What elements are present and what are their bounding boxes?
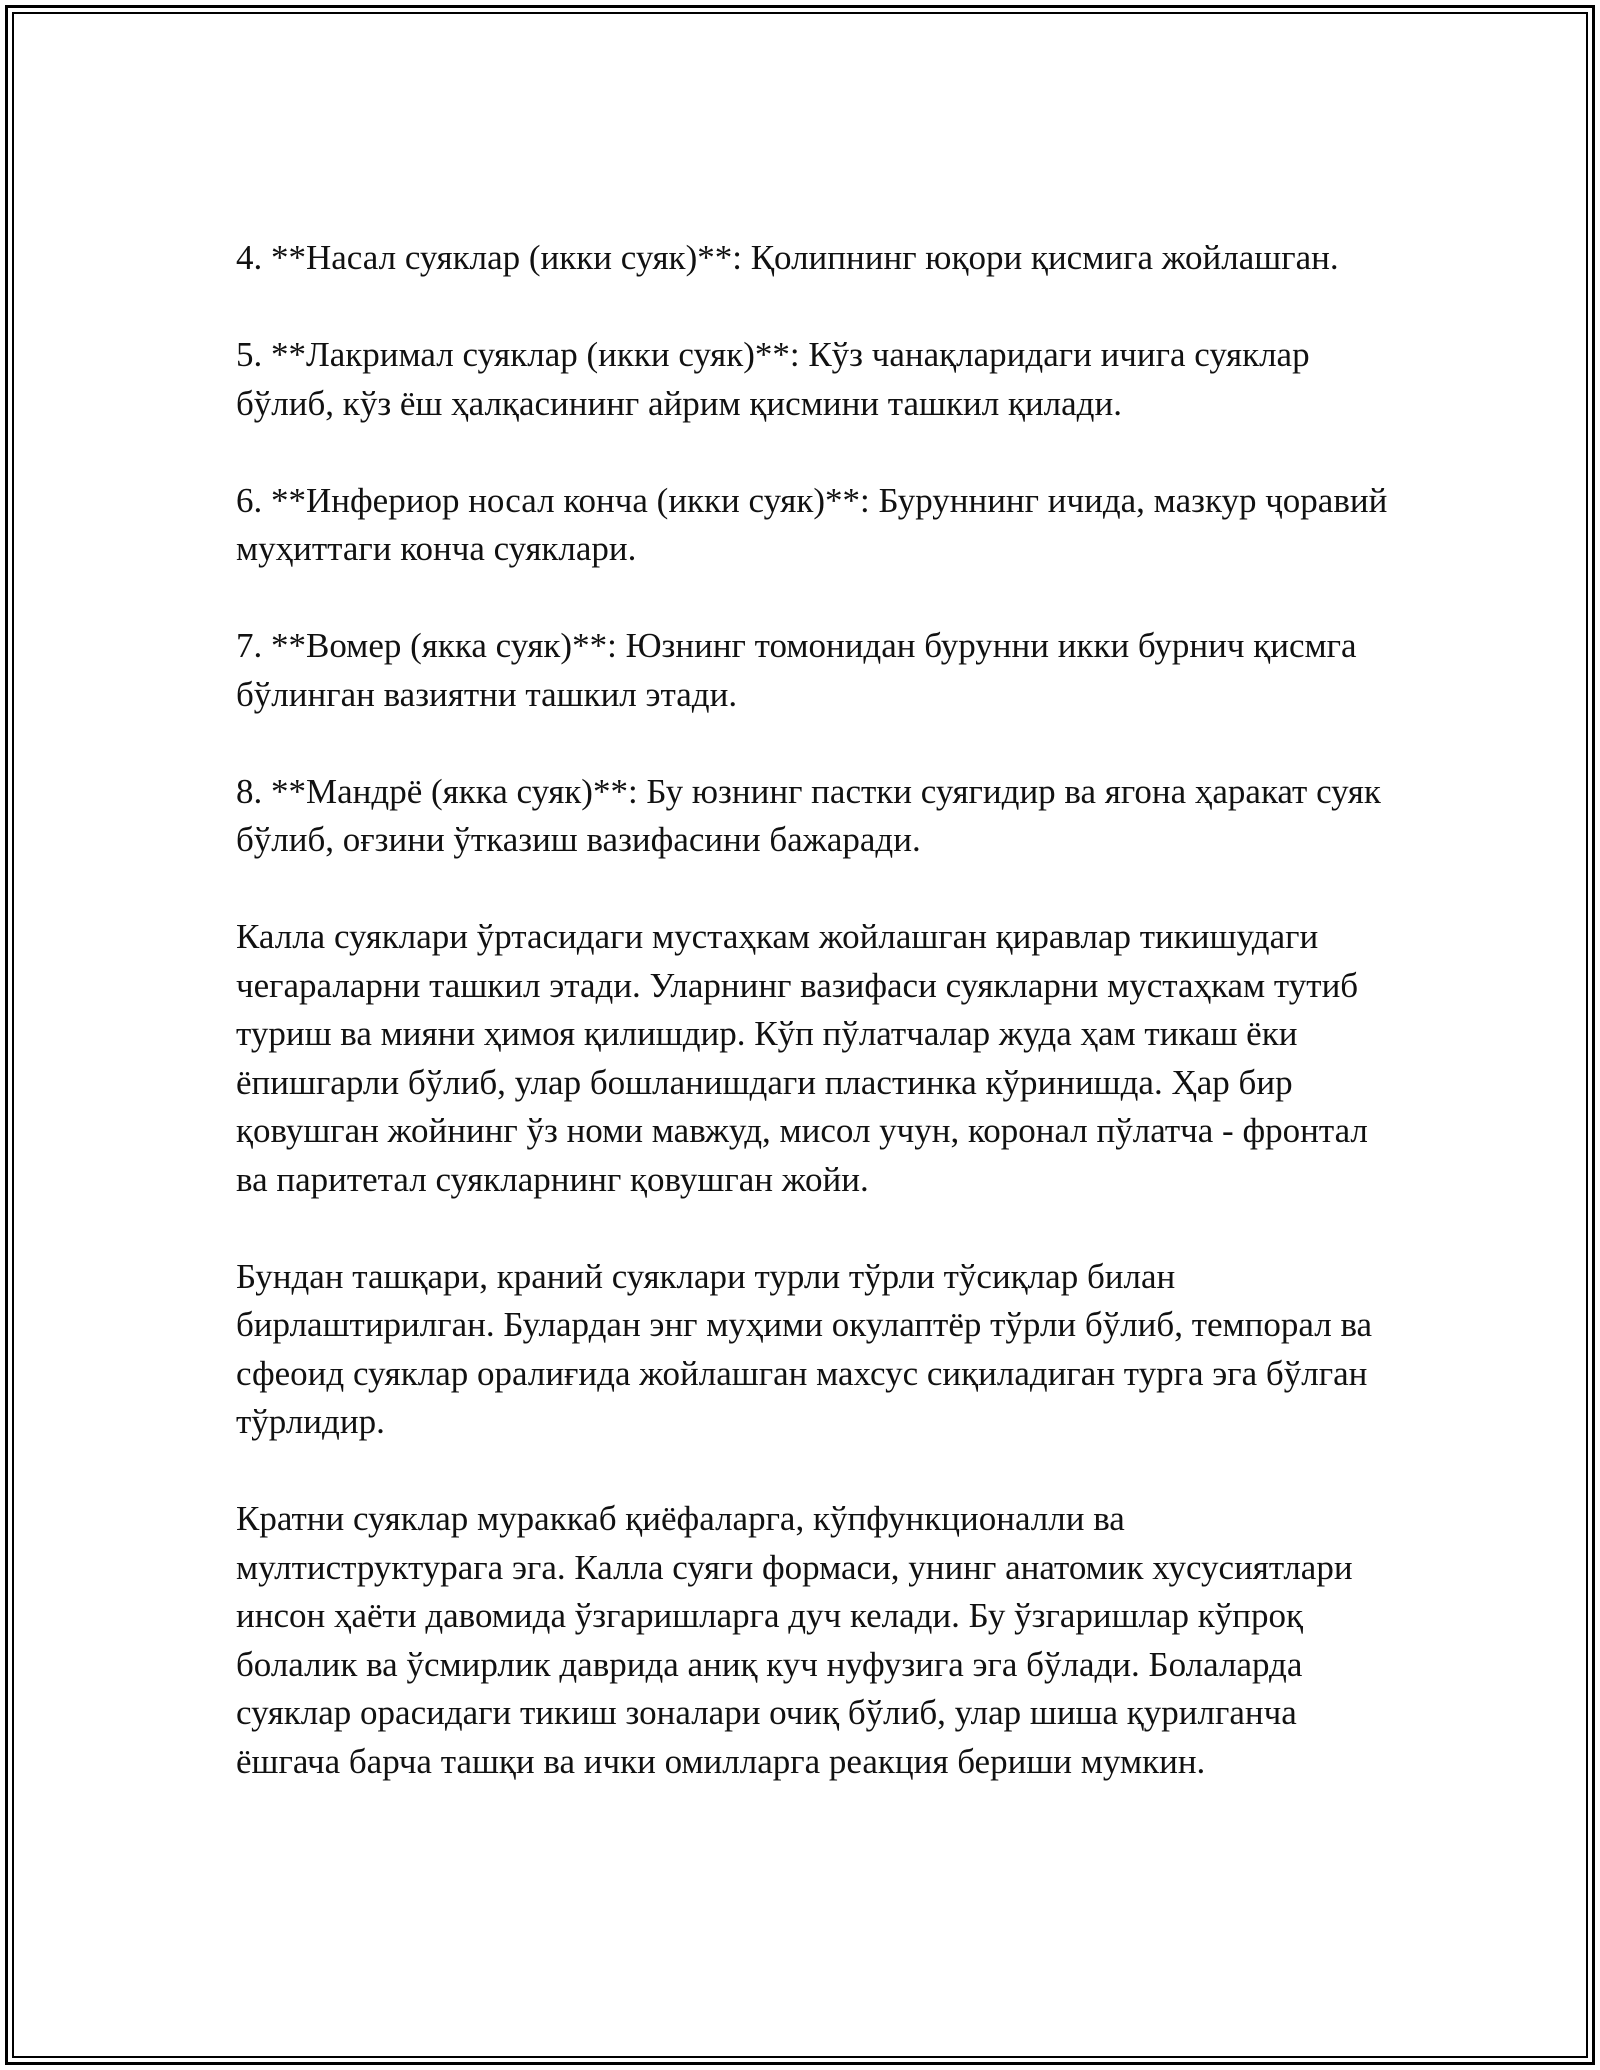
list-item-nasal: 4. **Насал суяклар (икки суяк)**: Қолипнинг юқори қисмига жойлашган. (236, 238, 1339, 277)
list-item-inferior-concha: 6. **Инфериор носал конча (икки суяк)**: Буруннинг ичида, мазкур ҷоравий муҳиттаги конча суяклари. (236, 480, 1388, 568)
document-body (236, 234, 1396, 1786)
list-item-mandible: 8. **Мандрё (якка суяк)**: Бу юзнинг пастки суягидир ва ягона ҳаракат суяк бўлиб, оғзини ўтказиш вазифасини бажаради. (236, 771, 1381, 859)
paragraph-connections: Бундан ташқари, краний суяклари турли тўрли тўсиқлар билан бирлаштирилган. Булардан энг муҳими окулаптёр тўрли бўлиб, темпорал ва сфеоид суяклар оралиғида жойлашган махсус сиқиладиган турга эга бўлган тўрлидир. (236, 1256, 1373, 1441)
paragraph-sutures: Калла суяклари ўртасидаги мустаҳкам жойлашган қиравлар тикишудаги чегараларни ташкил этади. Уларнинг вазифаси суякларни мустаҳкам тутиб туриш ва мияни ҳимоя қилишдир. Кўп пўлатчалар жуда ҳам тикаш ёки ёпишгарли бўлиб, улар бошланишдаги пластинка кўринишда. Ҳар бир қовушган жойнинг ўз номи мавжуд, мисол учун, коронал пўлатча - фронтал ва паритетал суякларнинг қовушган жойи. (236, 917, 1368, 1199)
paragraph-development: Кратни суяклар мураккаб қиёфаларга, кўпфункционалли ва мултиструктурага эга. Калла суяги формаси, унинг анатомик хусусиятлари инсон ҳаёти давомида ўзгаришларга дуч келади. Бу ўзгаришлар кўпроқ болалик ва ўсмирлик даврида аниқ куч нуфузига эга бўлади. Болаларда суяклар орасидаги тикиш зоналари очиқ бўлиб, улар шиша қурилганча ёшгача барча ташқи ва ички омилларга реакция бериши мумкин. (236, 1499, 1353, 1781)
list-item-lacrimal: 5. **Лакримал суяклар (икки суяк)**: Кўз чанақларидаги ичига суяклар бўлиб, кўз ёш ҳалқасининг айрим қисмини ташкил қилади. (236, 335, 1310, 423)
list-item-vomer: 7. **Вомер (якка суяк)**: Юзнинг томонидан бурунни икки бурнич қисмга бўлинган вазиятни ташкил этади. (236, 626, 1357, 714)
